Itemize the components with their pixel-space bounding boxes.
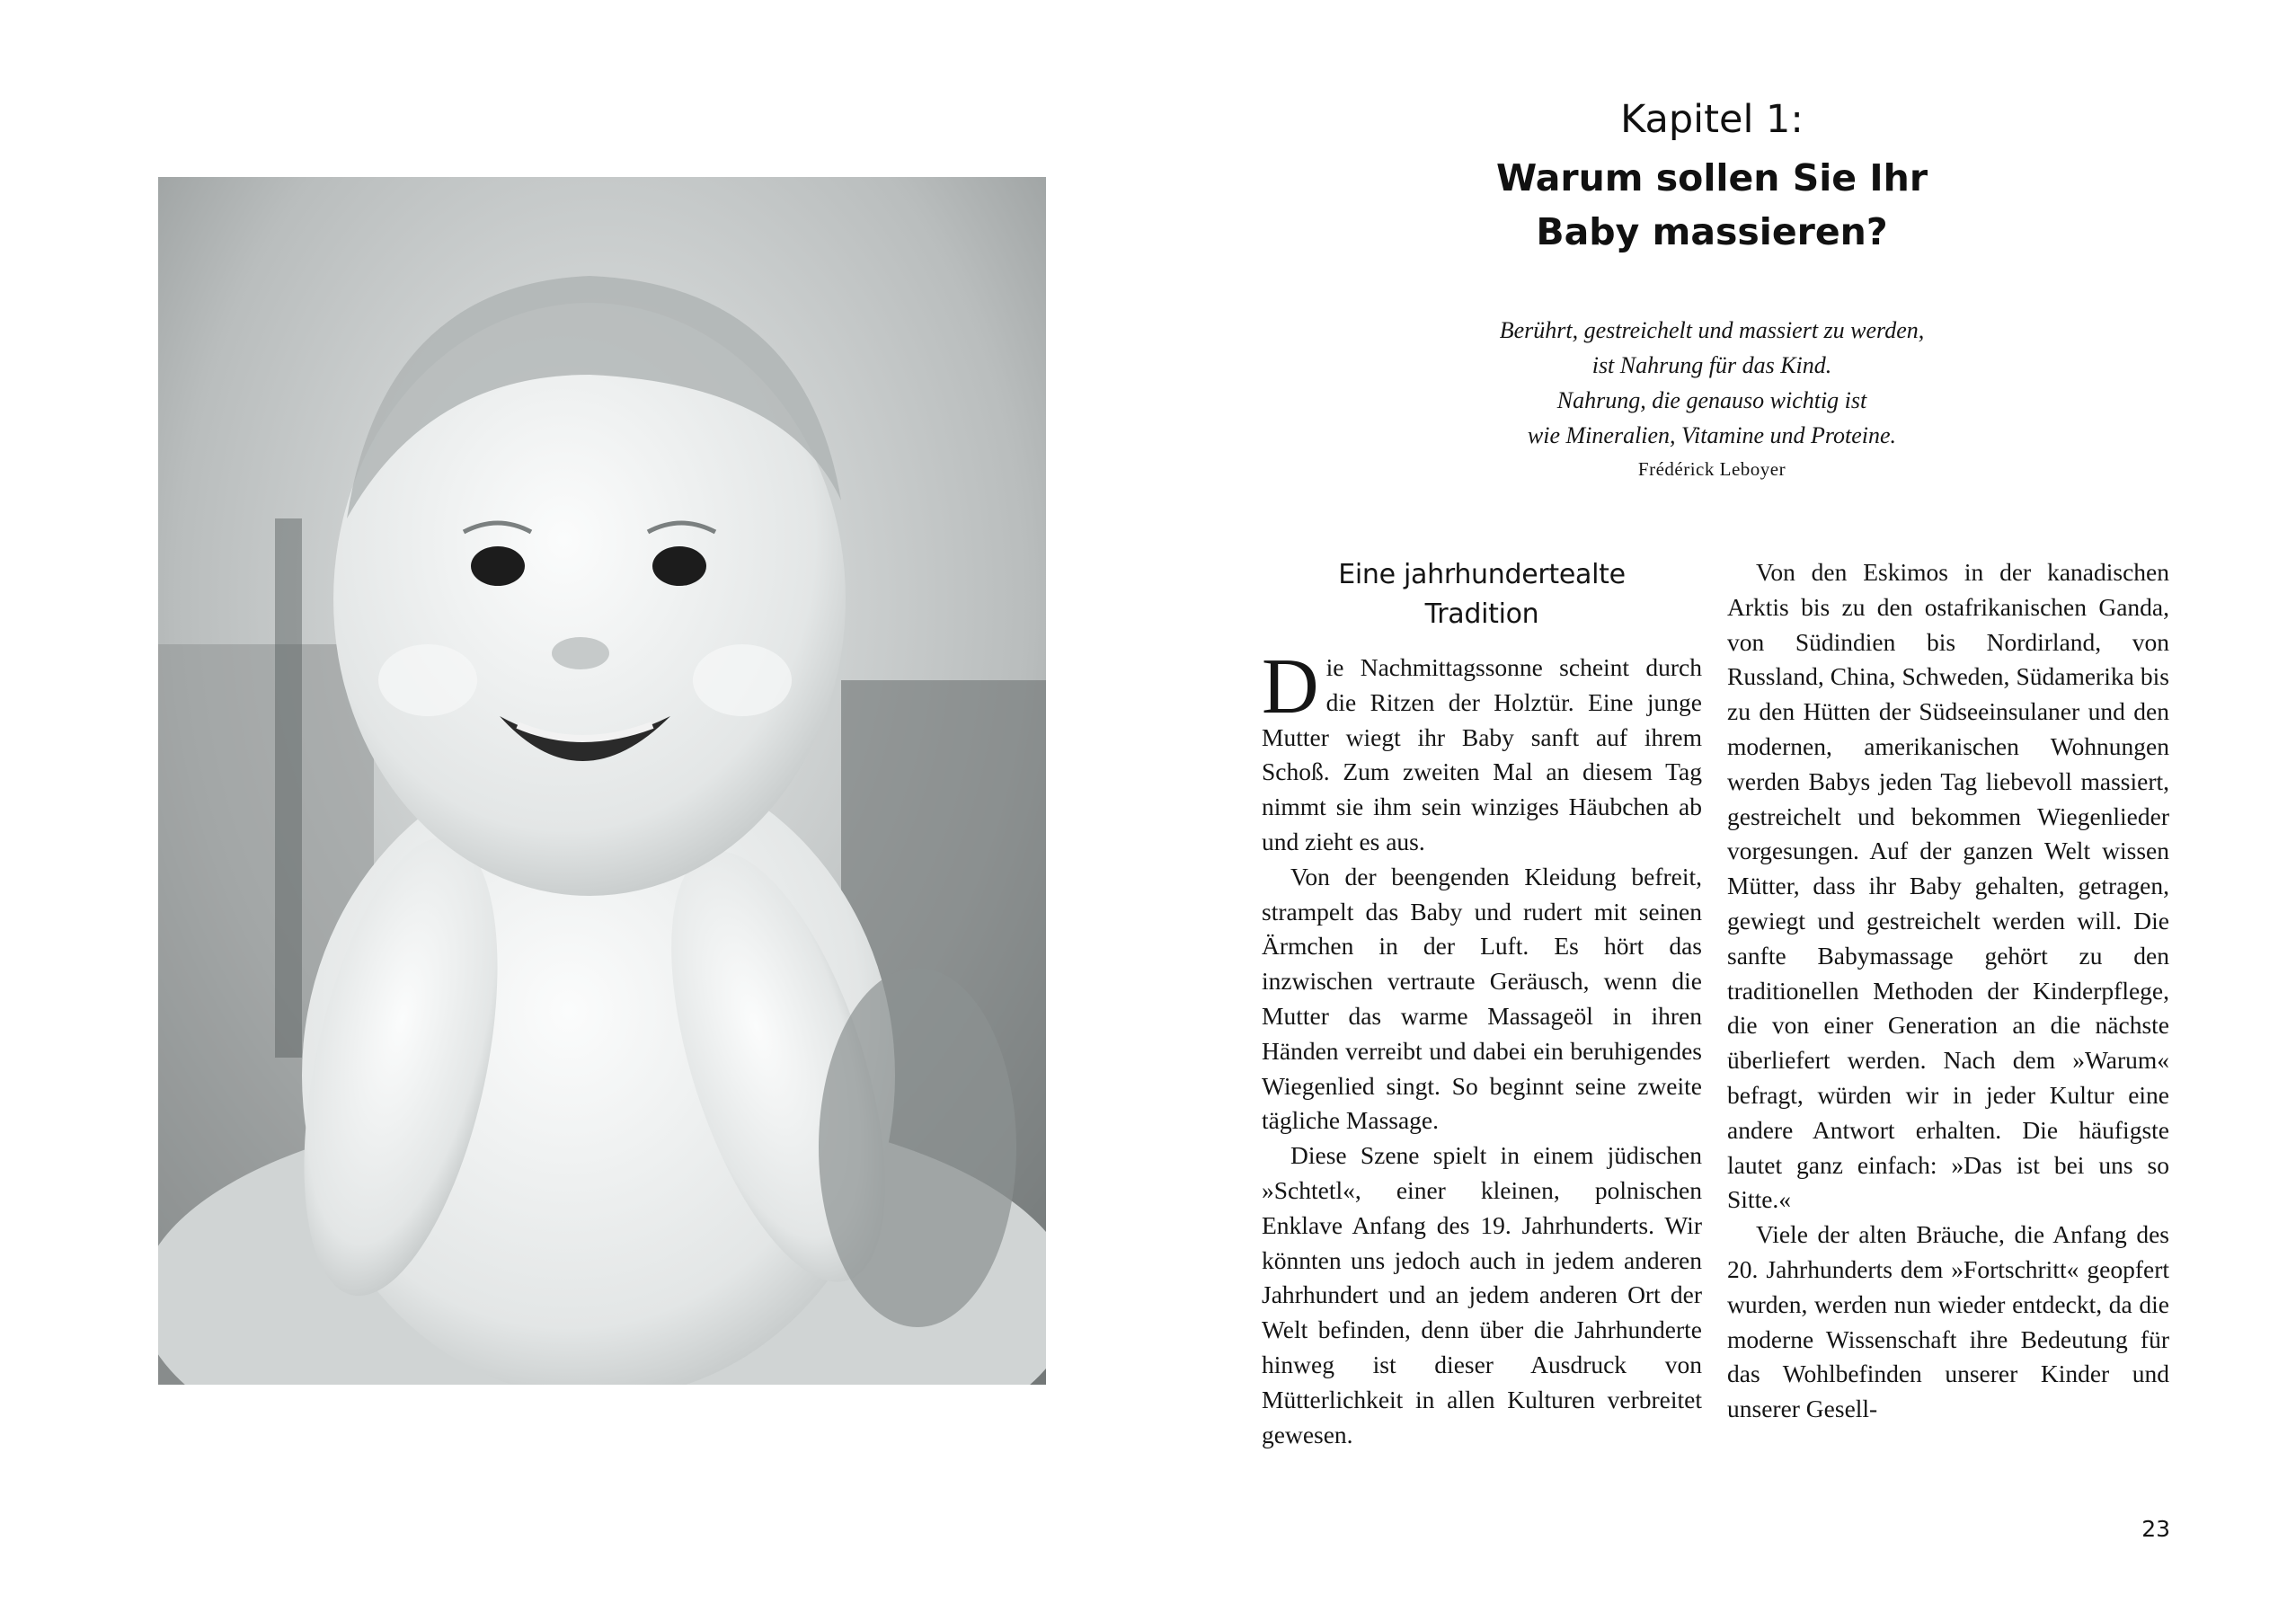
epigraph-line: Berührt, gestreichelt und massiert zu werden, xyxy=(1499,317,1925,343)
paragraph: Von der beengenden Kleidung befreit, strampelt das Baby und rudert mit seinen Ärmchen in der Luft. Es hört das inzwischen vertraute Geräusch, wenn die Mutter das warme Massageöl in ihren Händen verreibt und dabei ein beruhigendes Wiegenlied singt. So beginnt seine zweite tägliche Massage. xyxy=(1262,862,1702,1135)
chapter-title-line: Baby massieren? xyxy=(1536,210,1888,253)
page-number: 23 xyxy=(2141,1516,2170,1542)
section-heading xyxy=(1262,555,1702,634)
baby-photo xyxy=(158,177,1046,1385)
drop-cap: D xyxy=(1262,643,1319,731)
paragraph: Diese Szene spielt in einem jüdischen »Schtetl«, einer kleinen, polnischen Enklave Anfang des 19. Jahrhunderts. Wir könnten uns jedoch auch in jedem anderen Jahrhundert und an jedem anderen Ort der Welt befinden, denn über die Jahrhunderte hinweg ist dieser Ausdruck von Mütterlichkeit in allen Kulturen verbreitet gewesen. xyxy=(1262,1141,1702,1448)
epigraph-line: ist Nahrung für das Kind. xyxy=(1591,352,1832,378)
section-heading-line: Tradition xyxy=(1424,598,1539,630)
text-column-right xyxy=(1727,555,2169,1427)
epigraph-line: Nahrung, die genauso wichtig ist xyxy=(1556,387,1867,413)
epigraph-line: wie Mineralien, Vitamine und Proteine. xyxy=(1527,422,1897,448)
baby-photo-icon xyxy=(158,177,1046,1385)
text-column-left xyxy=(1262,555,1702,1452)
section-heading-line: Eine jahrhundertealte xyxy=(1338,559,1626,590)
chapter-title xyxy=(1263,151,2161,259)
chapter-label: Kapitel 1: xyxy=(1620,97,1804,142)
epigraph-author: Frédérick Leboyer xyxy=(1637,458,1786,480)
paragraph: Viele der alten Bräuche, die Anfang des 20. Jahrhunderts dem »Fortschritt« geopfert wurden, werden nun wieder entdeckt, da die moderne Wissenschaft ihre Bedeutung für das Wohlbefinden unserer Kinder und unserer Gesell- xyxy=(1727,1220,2169,1423)
paragraph: Von den Eskimos in der kanadischen Arktis bis zu den ostafrikanischen Ganda, von Südindien bis Nordirland, von Russland, China, Schweden, Südamerika bis zu den Hütten der Südseeinsulaner und den modernen, amerikanischen Wohnungen werden Babys jeden Tag liebevoll massiert, gestreichelt und bekommen Wiegenlieder vorgesungen. Auf der ganzen Welt wissen Mütter, dass ihr Baby gehalten, getragen, gewiegt und gestreichelt werden will. Die sanfte Babymassage gehört zu den traditionellen Methoden der Kinderpflege, die von einer Generation an die nächste überliefert werden. Nach dem »Warum« befragt, würden wir in jeder Kultur eine andere Antwort erhalten. Die häufigste lautet ganz einfach: »Das ist bei uns so Sitte.« xyxy=(1727,558,2169,1214)
chapter-title-line: Warum sollen Sie Ihr xyxy=(1495,156,1928,199)
paragraph xyxy=(1262,643,1702,860)
paragraph-text: ie Nachmittagssonne scheint durch die Ritzen der Holztür. Eine junge Mutter wiegt ihr Baby sanft auf ihrem Schoß. Zum zweiten Mal an diesem Tag nimmt sie ihm sein winziges Häubchen ab und zieht es aus. xyxy=(1262,653,1702,855)
epigraph-quote xyxy=(1263,313,2161,453)
